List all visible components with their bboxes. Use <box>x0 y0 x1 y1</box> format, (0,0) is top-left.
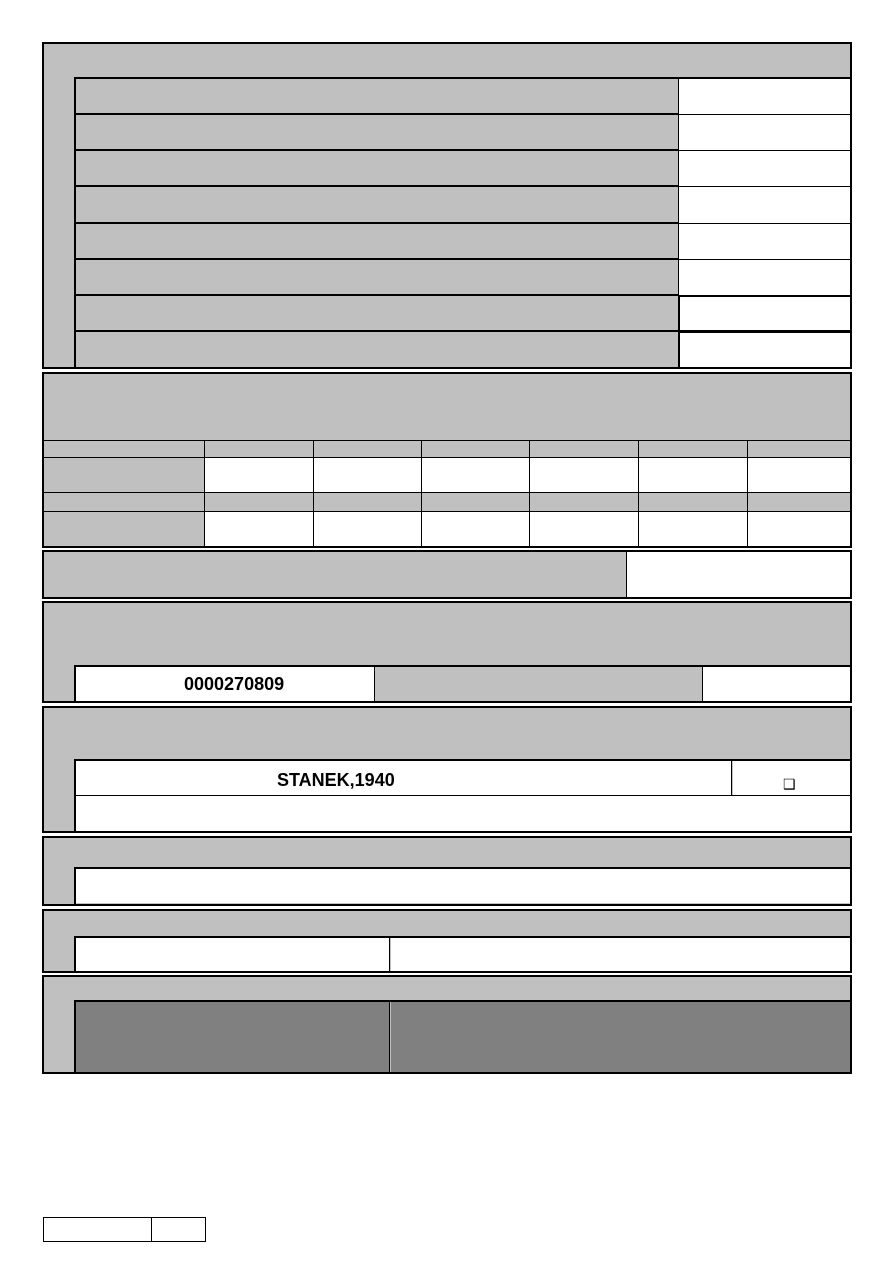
value-cell-6[interactable] <box>678 259 851 296</box>
grid-cell-r2c4[interactable] <box>530 512 638 546</box>
divider <box>421 440 422 547</box>
value-cell-4[interactable] <box>678 186 851 224</box>
divider <box>74 258 679 260</box>
id-value: 0000270809 <box>184 674 285 694</box>
value-cell-8[interactable] <box>678 331 852 369</box>
grid-cell-r2c6[interactable] <box>748 512 850 546</box>
grid-cell-r1c5[interactable] <box>639 458 747 492</box>
name-detail-field[interactable] <box>76 796 850 831</box>
divider <box>204 440 205 547</box>
section-3-value-cell[interactable] <box>626 552 850 597</box>
grid-cell-r1c3[interactable] <box>422 458 529 492</box>
grid-cell-r2c1[interactable] <box>205 512 313 546</box>
grid-cell-r1c6[interactable] <box>748 458 850 492</box>
value-cell-3[interactable] <box>678 150 851 187</box>
value-cell-2[interactable] <box>678 114 851 151</box>
grid-cell-r2c5[interactable] <box>639 512 747 546</box>
divider <box>42 440 852 441</box>
section-7-field-left[interactable] <box>76 938 390 971</box>
section-7-field-right[interactable] <box>391 938 850 971</box>
value-cell-1[interactable] <box>678 78 851 115</box>
section-8-field-left <box>76 1002 390 1072</box>
section-6-field[interactable] <box>76 869 850 903</box>
divider <box>74 185 679 187</box>
divider <box>529 440 530 547</box>
divider <box>313 440 314 547</box>
divider <box>42 492 852 493</box>
grid-cell-r1c1[interactable] <box>205 458 313 492</box>
divider <box>74 149 679 151</box>
footer-divider <box>151 1217 152 1242</box>
divider <box>74 77 851 79</box>
grid-cell-r1c2[interactable] <box>314 458 421 492</box>
grid-cell-r2c3[interactable] <box>422 512 529 546</box>
divider <box>638 440 639 547</box>
name-value: STANEK,1940 <box>277 770 395 790</box>
checkbox-icon[interactable]: ❑ <box>783 776 796 792</box>
section-4-value-cell[interactable] <box>702 667 850 701</box>
footer-box <box>43 1217 206 1242</box>
name-field[interactable] <box>76 761 732 795</box>
value-cell-7[interactable] <box>678 295 852 332</box>
divider <box>74 330 679 332</box>
grid-cell-r2c2[interactable] <box>314 512 421 546</box>
grid-cell-r1c4[interactable] <box>530 458 638 492</box>
divider <box>74 113 679 115</box>
divider <box>747 440 748 547</box>
divider <box>74 222 679 224</box>
value-cell-5[interactable] <box>678 223 851 260</box>
section-8-field-right <box>391 1002 850 1072</box>
divider <box>74 294 679 296</box>
